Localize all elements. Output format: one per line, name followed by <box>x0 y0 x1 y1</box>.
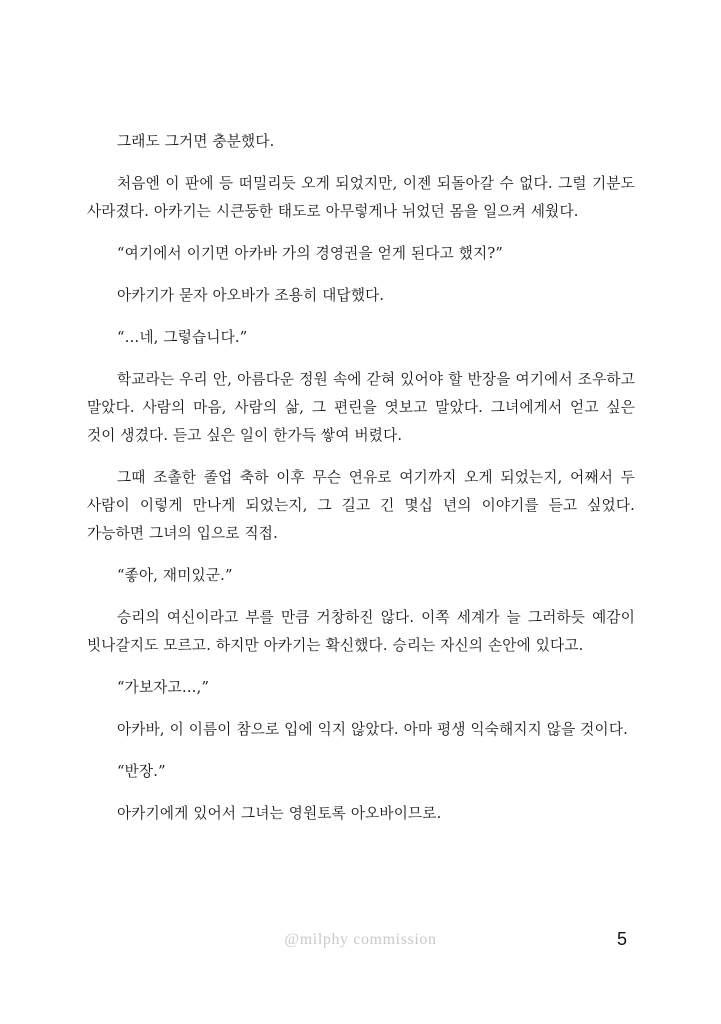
paragraph: 아카기가 묻자 아오바가 조용히 대답했다. <box>117 287 385 304</box>
paragraph: 그래도 그거면 충분했다. <box>117 133 275 150</box>
page-number: 5 <box>616 929 627 949</box>
watermark: @milphy commission <box>284 931 437 948</box>
dialogue-paragraph: “가보자고…,” <box>117 679 210 696</box>
paragraph: 아카기에게 있어서 그녀는 영원토록 아오바이므로. <box>117 805 442 822</box>
paragraph: 아카바, 이 이름이 참으로 입에 익지 않았다. 아마 평생 익숙해지지 않을 것이다. <box>117 721 628 738</box>
paragraph: 처음엔 이 판에 등 떠밀리듯 오게 되었지만, 이젠 되돌아갈 수 없다. 그럴 기분도 사라졌다. 아카기는 시큰둥한 태도로 아무렇게나 뉘었던 몸을 일으켜 세웠다. <box>87 175 635 220</box>
paragraph: 학교라는 우리 안, 아름다운 정원 속에 갇혀 있어야 할 반장을 여기에서 조우하고 말았다. 사람의 마음, 사람의 삶, 그 편린을 엿보고 말았다. 그녀에게서 얻고 싶은 것이 생겼다. 듣고 싶은 일이 한가득 쌓여 버렸다. <box>87 371 635 444</box>
dialogue-paragraph: “…네, 그렇습니다.” <box>117 329 248 346</box>
dialogue-paragraph: “좋아, 재미있군.” <box>117 567 233 584</box>
dialogue-paragraph: “반장.” <box>117 763 166 780</box>
paragraph: 승리의 여신이라고 부를 만큼 거창하진 않다. 이쪽 세계가 늘 그러하듯 예감이 빗나갈지도 모르고. 하지만 아카기는 확신했다. 승리는 자신의 손안에 있다고. <box>87 609 635 654</box>
body-text <box>87 128 635 842</box>
paragraph: 그때 조촐한 졸업 축하 이후 무슨 연유로 여기까지 오게 되었는지, 어째서 두 사람이 이렇게 만나게 되었는지, 그 길고 긴 몇십 년의 이야기를 듣고 싶었다. 가능하면 그녀의 입으로 직접. <box>87 469 635 542</box>
dialogue-paragraph: “여기에서 이기면 아카바 가의 경영권을 얻게 된다고 했지?” <box>117 245 504 262</box>
